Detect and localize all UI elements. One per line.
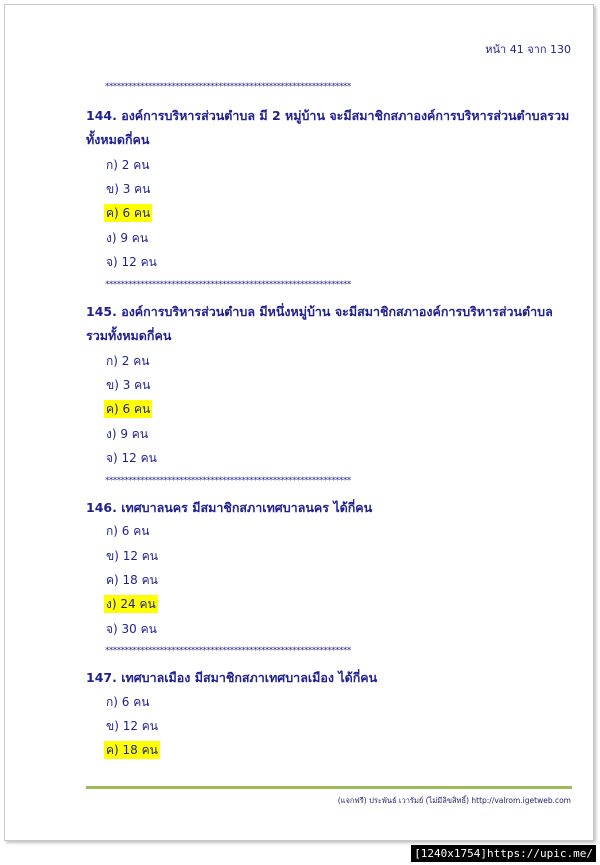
answer-choice: ง) 9 คน: [106, 231, 149, 245]
answer-choice: ข) 12 คน: [106, 549, 159, 563]
answer-choice: ข) 3 คน: [106, 378, 151, 392]
footer-credit: (แจกฟรี) ประพันธ์ เวารัมย์ (ไม่มีลิขสิทธิ์) http://valrom.igetweb.com: [337, 796, 571, 805]
question-text: 144. องค์การบริหารส่วนตำบล มี 2 หมู่บ้าน จะมีสมาชิกสภาองค์การบริหารส่วนตำบลรวมทั้งหมดกี่คน: [86, 108, 570, 147]
question-text: 145. องค์การบริหารส่วนตำบล มีหนึ่งหมู่บ้าน จะมีสมาชิกสภาองค์การบริหารส่วนตำบลรวมทั้งหมดกี่คน: [86, 304, 553, 343]
separator-line: ***************************************************************: [105, 280, 351, 290]
answer-choice: ค) 18 คน: [106, 573, 158, 587]
question-text: 146. เทศบาลนคร มีสมาชิกสภาเทศบาลนคร ได้กี่คน: [86, 500, 373, 515]
separator-line: ***************************************************************: [105, 476, 351, 486]
correct-answer-choice: ค) 18 คน: [106, 743, 158, 757]
image-host-watermark: [1240x1754]https://upic.me/: [411, 845, 596, 862]
page-number: หน้า 41 จาก 130: [485, 43, 571, 56]
separator-line: ***************************************************************: [105, 646, 351, 656]
answer-choice: จ) 12 คน: [106, 451, 157, 465]
answer-choice: ก) 2 คน: [106, 354, 150, 368]
question-text: 147. เทศบาลเมือง มีสมาชิกสภาเทศบาลเมือง ได้กี่คน: [86, 670, 378, 685]
correct-answer-choice: ค) 6 คน: [106, 402, 151, 416]
answer-choice: ง) 9 คน: [106, 427, 149, 441]
correct-answer-choice: ค) 6 คน: [106, 206, 151, 220]
answer-choice: ข) 12 คน: [106, 719, 159, 733]
answer-choice: จ) 30 คน: [106, 622, 157, 636]
footer-rule: [86, 786, 572, 789]
answer-choice: ก) 6 คน: [106, 524, 150, 538]
answer-choice: ก) 2 คน: [106, 158, 150, 172]
answer-choice: ก) 6 คน: [106, 695, 150, 709]
answer-choice: ข) 3 คน: [106, 182, 151, 196]
correct-answer-choice: ง) 24 คน: [106, 597, 156, 611]
separator-line: ***************************************************************: [105, 82, 351, 92]
answer-choice: จ) 12 คน: [106, 255, 157, 269]
